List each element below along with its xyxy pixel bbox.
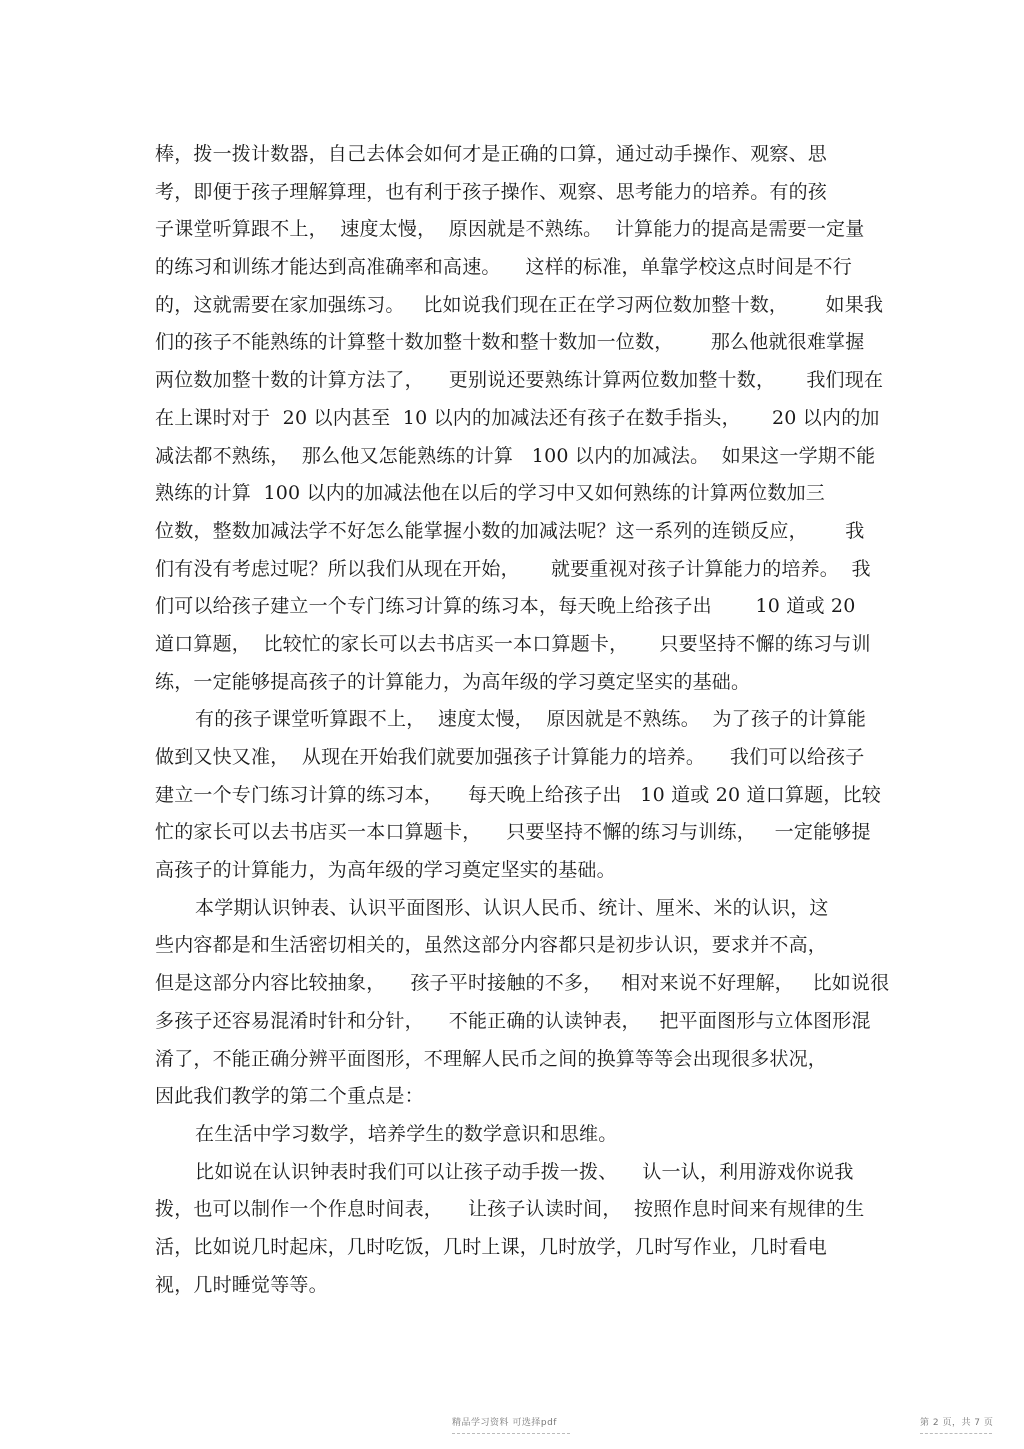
text-line: 高孩子的计算能力，为高年级的学习奠定坚实的基础。 bbox=[155, 859, 616, 882]
text-line: 练，一定能够提高孩子的计算能力，为高年级的学习奠定坚实的基础。 bbox=[155, 670, 751, 693]
text-line: 们的孩子不能熟练的计算整十数加整十数和整十数加一位数， 那么他就很难掌握 bbox=[155, 331, 865, 354]
text-line: 两位数加整十数的计算方法了， 更别说还要熟练计算两位数加整十数， 我们现在 bbox=[155, 369, 884, 392]
footer-page-number: 第 2 页，共 7 页 bbox=[920, 1418, 994, 1428]
text-line: 但是这部分内容比较抽象， 孩子平时接触的不多， 相对来说不好理解， 比如说很 bbox=[155, 972, 890, 995]
document-body bbox=[155, 136, 890, 1304]
text-line: 拨，也可以制作一个作息时间表， 让孩子认读时间， 按照作息时间来有规律的生 bbox=[155, 1198, 865, 1221]
text-line: 熟练的计算 100 以内的加减法他在以后的学习中又如何熟练的计算两位数加三 bbox=[155, 482, 825, 505]
text-line: 比如说在认识钟表时我们可以让孩子动手拨一拨、 认一认，利用游戏你说我 bbox=[195, 1160, 854, 1183]
footer-divider-left bbox=[452, 1433, 570, 1434]
text-line: 棒，拨一拨计数器，自己去体会如何才是正确的口算，通过动手操作、观察、思 bbox=[155, 143, 828, 165]
text-line: 淆了，不能正确分辨平面图形，不理解人民币之间的换算等等会出现很多状况， bbox=[155, 1047, 828, 1070]
text-line: 子课堂听算跟不上， 速度太慢， 原因就是不熟练。 计算能力的提高是需要一定量 bbox=[155, 218, 865, 241]
text-line: 考，即便于孩子理解算理，也有利于孩子操作、观察、思考能力的培养。有的孩 bbox=[155, 180, 828, 203]
text-line: 因此我们教学的第二个重点是： bbox=[155, 1085, 424, 1108]
footer-divider-right bbox=[920, 1433, 992, 1434]
text-line: 做到又快又准， 从现在开始我们就要加强孩子计算能力的培养。 我们可以给孩子 bbox=[155, 746, 865, 768]
text-line: 多孩子还容易混淆时针和分针， 不能正确的认读钟表， 把平面图形与立体图形混 bbox=[155, 1009, 871, 1032]
text-line: 在生活中学习数学，培养学生的数学意识和思维。 bbox=[195, 1122, 618, 1145]
text-line: 减法都不熟练， 那么他又怎能熟练的计算 100 以内的加减法。 如果这一学期不能 bbox=[155, 444, 876, 467]
text-line: 些内容都是和生活密切相关的，虽然这部分内容都只是初步认识，要求并不高， bbox=[155, 934, 828, 957]
text-line: 建立一个专门练习计算的练习本， 每天晚上给孩子出 10 道或 20 道口算题，比较 bbox=[155, 783, 881, 806]
text-line: 的，这就需要在家加强练习。 比如说我们现在正在学习两位数加整十数， 如果我 bbox=[155, 293, 884, 316]
text-line: 忙的家长可以去书店买一本口算题卡， 只要坚持不懈的练习与训练， 一定能够提 bbox=[155, 821, 871, 844]
text-line: 的练习和训练才能达到高准确率和高速。 这样的标准，单靠学校这点时间是不行 bbox=[155, 256, 852, 279]
text-line: 道口算题， 比较忙的家长可以去书店买一本口算题卡， 只要坚持不懈的练习与训 bbox=[155, 632, 871, 655]
text-line: 视，几时睡觉等等。 bbox=[155, 1273, 328, 1296]
text-line: 在上课时对于 20 以内甚至 10 以内的加减法还有孩子在数手指头， 20 以内的加 bbox=[155, 406, 880, 429]
text-line: 们可以给孩子建立一个专门练习计算的练习本，每天晚上给孩子出 10 道或 20 bbox=[155, 595, 856, 618]
text-line: 本学期认识钟表、认识平面图形、认识人民币、统计、厘米、米的认识，这 bbox=[195, 896, 829, 919]
text-line: 位数，整数加减法学不好怎么能掌握小数的加减法呢？这一系列的连锁反应， 我 bbox=[155, 519, 865, 542]
text-line: 有的孩子课堂听算跟不上， 速度太慢， 原因就是不熟练。 为了孩子的计算能 bbox=[195, 708, 867, 731]
text-line: 活，比如说几时起床，几时吃饭，几时上课，几时放学，几时写作业，几时看电 bbox=[155, 1235, 828, 1258]
footer-watermark-text: 精品学习资料 可选择pdf bbox=[452, 1418, 557, 1428]
text-line: 们有没有考虑过呢？所以我们从现在开始， 就要重视对孩子计算能力的培养。 我 bbox=[155, 557, 871, 580]
